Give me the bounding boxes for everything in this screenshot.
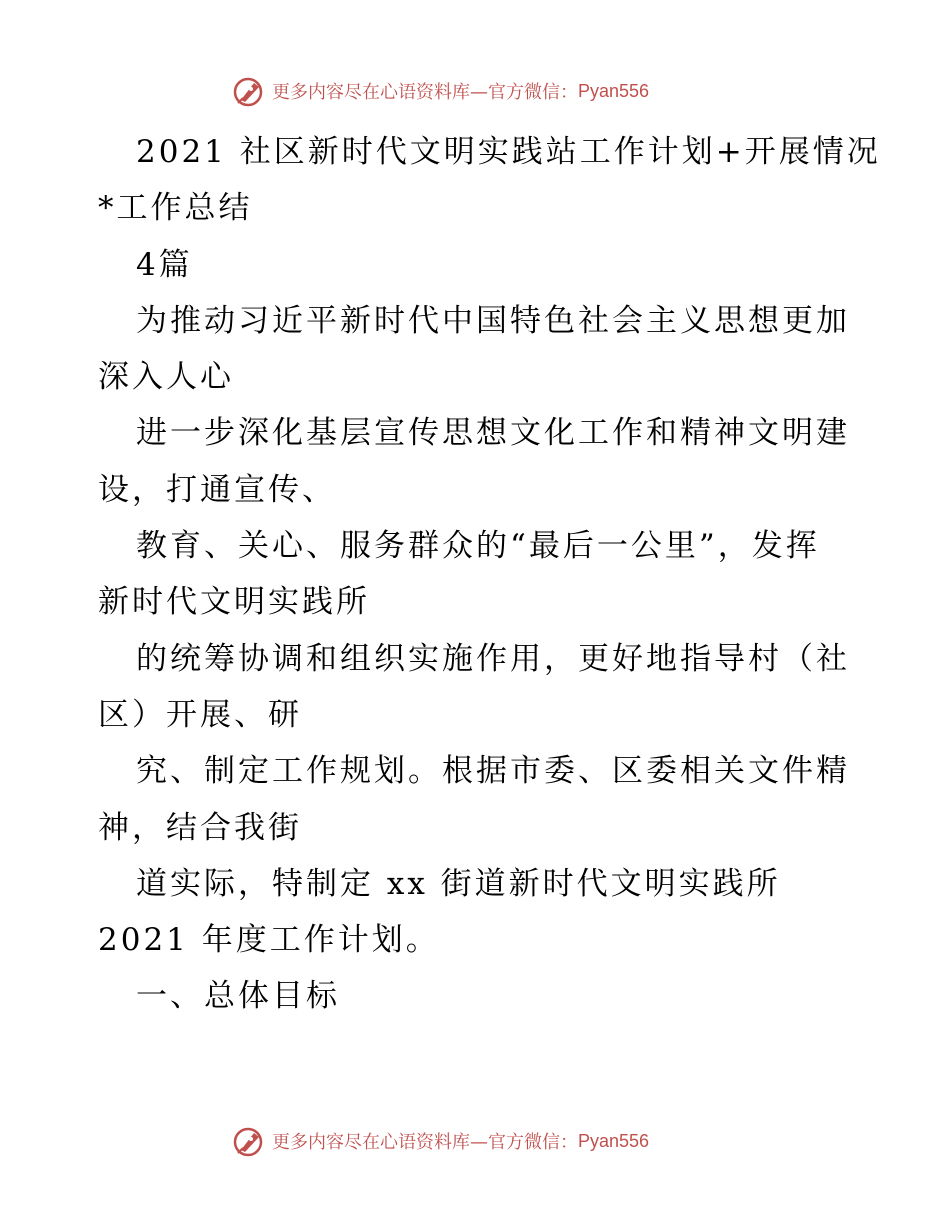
watermark-wechat-id: Pyan556	[578, 1130, 650, 1151]
watermark-text: 更多内容尽在心语资料库—官方微信：	[272, 1132, 578, 1153]
paragraph-line: 深入人心	[98, 359, 234, 396]
paragraph-line: 进一步深化基层宣传思想文化工作和精神文明建	[136, 415, 850, 452]
paragraph-line: 新时代文明实践所	[98, 584, 370, 621]
document-title-line-1: 2021 社区新时代文明实践站工作计划+开展情况	[136, 134, 881, 170]
footer-watermark	[232, 1121, 649, 1161]
document-body	[98, 124, 881, 1025]
paragraph-line: 神，结合我街	[98, 809, 302, 846]
pen-nib-logo-icon	[232, 1124, 266, 1158]
section-heading: 一、总体目标	[136, 978, 340, 1015]
paragraph-line: 道实际，特制定 xx 街道新时代文明实践所	[136, 865, 781, 902]
paragraph-line: 2021 年度工作计划。	[98, 922, 440, 959]
pen-nib-logo-icon	[232, 74, 266, 108]
paragraph-line: 设，打通宣传、	[98, 471, 336, 508]
paragraph-line: 的统筹协调和组织实施作用，更好地指导村（社	[136, 640, 850, 677]
document-title-line-2: *工作总结	[98, 190, 253, 227]
header-watermark	[232, 71, 649, 111]
watermark-wechat-id: Pyan556	[578, 80, 650, 101]
paragraph-line: 教育、关心、服务群众的“最后一公里”，发挥	[136, 528, 820, 565]
watermark-text: 更多内容尽在心语资料库—官方微信：	[272, 82, 578, 103]
paragraph-line: 区）开展、研	[98, 696, 302, 733]
document-subtitle: 4篇	[136, 246, 193, 283]
paragraph-line: 为推动习近平新时代中国特色社会主义思想更加	[136, 302, 850, 339]
paragraph-line: 究、制定工作规划。根据市委、区委相关文件精	[136, 753, 850, 790]
